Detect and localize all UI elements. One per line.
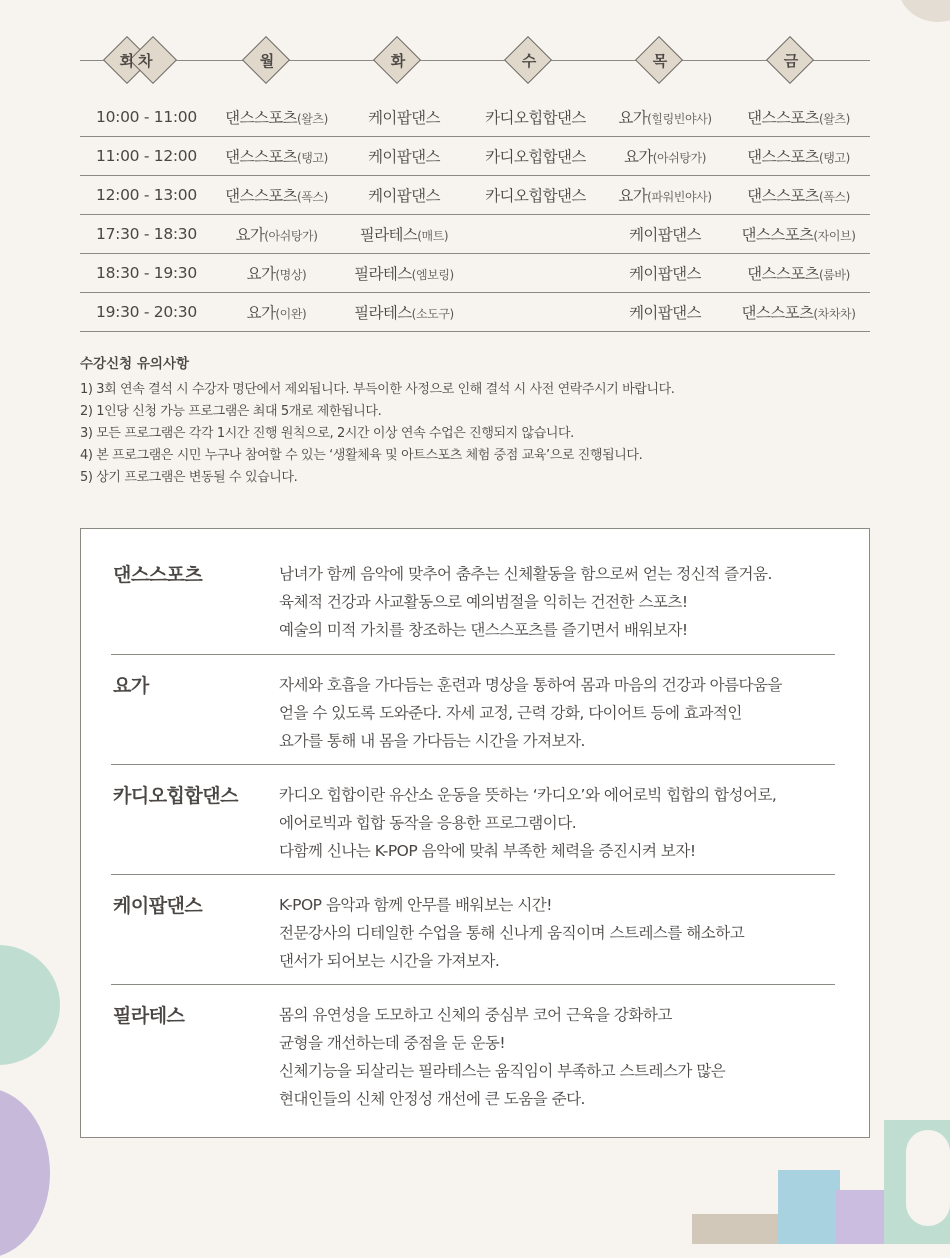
- notes-title: 수강신청 유의사항: [80, 356, 190, 372]
- program-description-line: 남녀가 함께 음악에 맞추어 춤추는 신체활동을 함으로써 얻는 정신적 즐거움.: [279, 565, 772, 583]
- program-description-line: K-POP 음악과 함께 안무를 배워보는 시간!: [279, 896, 552, 914]
- decor-green-block-cutout: [906, 1130, 950, 1226]
- class-subtype: (차차차): [813, 307, 856, 321]
- class-subtype: (탱고): [296, 151, 328, 165]
- schedule-cell: [727, 98, 870, 137]
- class-name: 케이팝댄스: [629, 304, 701, 322]
- class-name: 케이팝댄스: [629, 265, 701, 283]
- program-divider: [111, 874, 835, 875]
- class-subtype: (이완): [275, 307, 307, 321]
- program-divider: [111, 984, 835, 985]
- notes-list: [80, 379, 675, 489]
- header-label-wed: 수: [521, 52, 537, 70]
- schedule-cell: [468, 215, 603, 254]
- header-line: [80, 60, 870, 61]
- class-subtype: (소도구): [411, 307, 454, 321]
- program-name: 케이팝댄스: [113, 895, 203, 917]
- program-description: [279, 781, 839, 865]
- schedule-cell: [213, 98, 340, 137]
- schedule-cell: [603, 254, 727, 293]
- notes-item: 1) 3회 연속 결석 시 수강자 명단에서 제외됩니다. 부득이한 사정으로 인해 결석 시 사전 연락주시기 바랍니다.: [80, 382, 675, 397]
- decor-blue-block: [778, 1170, 840, 1244]
- program-description-line: 신체기능을 되살리는 필라테스는 움직임이 부족하고 스트레스가 많은: [279, 1062, 726, 1080]
- header-label-fri: 금: [783, 52, 799, 70]
- class-name: 댄스스포츠: [747, 265, 819, 283]
- header-cell-thu: [635, 36, 685, 86]
- program-description: [279, 1001, 839, 1113]
- class-name: 케이팝댄스: [368, 148, 440, 166]
- program-description-line: 댄서가 되어보는 시간을 가져보자.: [279, 952, 500, 970]
- class-subtype: (아쉬탕가): [264, 229, 318, 243]
- program-description-line: 육체적 건강과 사교활동으로 예의범절을 익히는 건전한 스포츠!: [279, 593, 688, 611]
- schedule-cell: [603, 293, 727, 332]
- program-description-line: 현대인들의 신체 안정성 개선에 큰 도움을 준다.: [279, 1090, 585, 1108]
- schedule-cell: [340, 254, 468, 293]
- class-name: 댄스스포츠: [747, 187, 819, 205]
- schedule-row: [80, 137, 870, 176]
- class-subtype: (자이브): [813, 229, 856, 243]
- program-name: 카디오힙합댄스: [113, 785, 238, 807]
- class-name: 댄스스포츠: [225, 109, 297, 127]
- schedule-table: [80, 98, 870, 332]
- schedule-row: [80, 215, 870, 254]
- program-name: 요가: [113, 675, 149, 697]
- schedule-cell: [468, 137, 603, 176]
- schedule-cell: [213, 176, 340, 215]
- class-name: 요가: [246, 304, 276, 322]
- decor-green-shape-left: [0, 945, 60, 1065]
- class-name: 댄스스포츠: [747, 148, 819, 166]
- class-name: 요가: [235, 226, 265, 244]
- schedule-cell: [468, 293, 603, 332]
- schedule-cell: [727, 176, 870, 215]
- program-description: [279, 560, 839, 644]
- class-name: 댄스스포츠: [747, 109, 819, 127]
- header-cell-wed: [504, 36, 554, 86]
- schedule-cell: [727, 215, 870, 254]
- program-description-line: 예술의 미적 가치를 창조하는 댄스스포츠를 즐기면서 배워보자!: [279, 621, 688, 639]
- class-name: 필라테스: [354, 265, 412, 283]
- schedule-cell: [213, 137, 340, 176]
- decor-circle-top-right: [898, 0, 950, 22]
- class-name: 케이팝댄스: [368, 187, 440, 205]
- class-name: 필라테스: [354, 304, 412, 322]
- class-name: 요가: [618, 187, 648, 205]
- schedule-row: [80, 98, 870, 137]
- schedule-cell: [603, 215, 727, 254]
- schedule-cell: [340, 293, 468, 332]
- program-divider: [111, 764, 835, 765]
- schedule-time: 18:30 - 19:30: [80, 254, 213, 293]
- class-name: 케이팝댄스: [368, 109, 440, 127]
- schedule-time: 11:00 - 12:00: [80, 137, 213, 176]
- notes-item: 5) 상기 프로그램은 변동될 수 있습니다.: [80, 470, 298, 485]
- schedule-cell: [727, 254, 870, 293]
- header-label-tue: 화: [390, 52, 406, 70]
- class-name: 댄스스포츠: [741, 304, 814, 322]
- program-description-line: 균형을 개선하는데 중점을 둔 운동!: [279, 1034, 506, 1052]
- program-divider: [111, 654, 835, 655]
- schedule-cell: [727, 293, 870, 332]
- class-name: 케이팝댄스: [629, 226, 701, 244]
- schedule-cell: [468, 254, 603, 293]
- class-subtype: (매트): [417, 229, 449, 243]
- schedule-cell: [340, 98, 468, 137]
- program-description: [279, 891, 839, 975]
- schedule-time: 17:30 - 18:30: [80, 215, 213, 254]
- schedule-cell: [603, 176, 727, 215]
- schedule-cell: [213, 215, 340, 254]
- class-subtype: (왈츠): [296, 112, 328, 126]
- schedule-row: [80, 254, 870, 293]
- class-subtype: (왈츠): [818, 112, 850, 126]
- program-description-line: 몸의 유연성을 도모하고 신체의 중심부 코어 근육을 강화하고: [279, 1006, 672, 1024]
- header-cell-fri: [766, 36, 816, 86]
- class-subtype: (아쉬탕가): [652, 151, 707, 165]
- program-info-box: [80, 528, 870, 1138]
- program-description-line: 에어로빅과 힙합 동작을 응용한 프로그램이다.: [279, 814, 577, 832]
- schedule-cell: [340, 137, 468, 176]
- program-description-line: 자세와 호흡을 가다듬는 훈련과 명상을 통하여 몸과 마음의 건강과 아름다움을: [279, 676, 782, 694]
- program-description-line: 전문강사의 디테일한 수업을 통해 신나게 움직이며 스트레스를 해소하고: [279, 924, 745, 942]
- program-description: [279, 671, 839, 755]
- schedule-cell: [213, 254, 340, 293]
- decor-purple-shape-left: [0, 1088, 50, 1258]
- notes-item: 4) 본 프로그램은 시민 누구나 참여할 수 있는 ‘생활체육 및 아트스포츠 체험 중점 교육’으로 진행됩니다.: [80, 448, 643, 463]
- program-description-line: 얻을 수 있도록 도와준다. 자세 교정, 근력 강화, 다이어트 등에 효과적인: [279, 704, 742, 722]
- class-name: 요가: [246, 265, 276, 283]
- schedule-cell: [603, 137, 727, 176]
- class-subtype: (파워빈야사): [647, 190, 712, 204]
- class-subtype: (폭스): [296, 190, 328, 204]
- class-name: 댄스스포츠: [225, 187, 297, 205]
- class-name: 요가: [623, 148, 653, 166]
- notes-item: 3) 모든 프로그램은 각각 1시간 진행 원칙으로, 2시간 이상 연속 수업은 진행되지 않습니다.: [80, 426, 574, 441]
- schedule-cell: [213, 293, 340, 332]
- class-name: 카디오힙합댄스: [485, 148, 586, 166]
- decor-lilac-block: [836, 1190, 884, 1244]
- schedule-cell: [468, 98, 603, 137]
- header-label-thu: 목: [652, 52, 668, 70]
- program-description-line: 요가를 통해 내 몸을 가다듬는 시간을 가져보자.: [279, 732, 585, 750]
- class-subtype: (탱고): [818, 151, 850, 165]
- program-name: 댄스스포츠: [113, 564, 203, 586]
- schedule-time: 12:00 - 13:00: [80, 176, 213, 215]
- header-cell-tue: [373, 36, 423, 86]
- program-description-line: 카디오 힙합이란 유산소 운동을 뜻하는 ‘카디오’와 에어로빅 힙합의 합성어로,: [279, 786, 777, 804]
- class-name: 필라테스: [359, 226, 418, 244]
- schedule-cell: [340, 215, 468, 254]
- class-subtype: (명상): [275, 268, 307, 282]
- schedule-cell: [468, 176, 603, 215]
- schedule-time: 10:00 - 11:00: [80, 98, 213, 137]
- schedule-cell: [340, 176, 468, 215]
- class-name: 카디오힙합댄스: [485, 187, 586, 205]
- header-cell-session: [80, 36, 180, 86]
- class-name: 요가: [618, 109, 648, 127]
- schedule-cell: [727, 137, 870, 176]
- class-subtype: (폭스): [818, 190, 850, 204]
- class-subtype: (엠보링): [411, 268, 454, 282]
- header-label-mon: 월: [259, 52, 275, 70]
- header-cell-mon: [242, 36, 292, 86]
- notes-item: 2) 1인당 신청 가능 프로그램은 최대 5개로 제한됩니다.: [80, 404, 382, 419]
- class-name: 댄스스포츠: [741, 226, 814, 244]
- class-name: 댄스스포츠: [225, 148, 297, 166]
- schedule-row: [80, 176, 870, 215]
- program-description-line: 다함께 신나는 K-POP 음악에 맞춰 부족한 체력을 증진시켜 보자!: [279, 842, 696, 860]
- program-name: 필라테스: [113, 1005, 185, 1027]
- decor-beige-block: [692, 1214, 782, 1244]
- schedule-cell: [603, 98, 727, 137]
- schedule-row: [80, 293, 870, 332]
- header-label-session: 회차: [119, 52, 157, 70]
- schedule-time: 19:30 - 20:30: [80, 293, 213, 332]
- schedule-header: [80, 36, 870, 86]
- class-name: 카디오힙합댄스: [485, 109, 586, 127]
- class-subtype: (룸바): [818, 268, 850, 282]
- class-subtype: (힐링빈야사): [647, 112, 712, 126]
